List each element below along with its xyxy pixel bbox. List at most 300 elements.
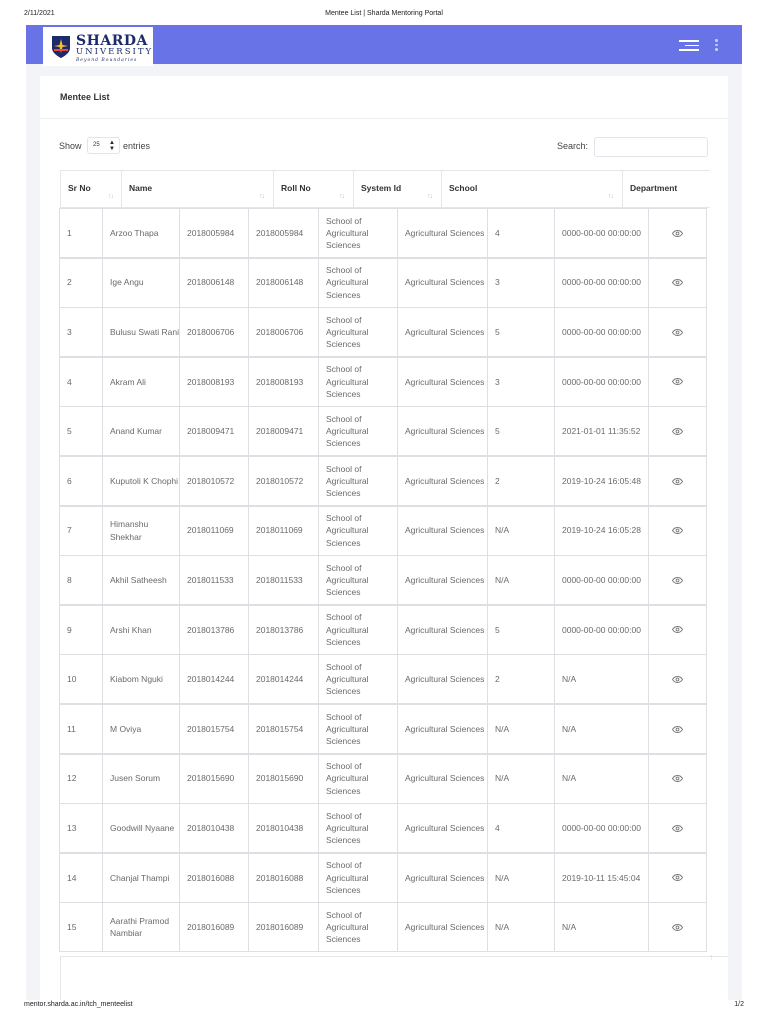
cell-last-updated-text: 2019-10-11 15:45:04 [562, 872, 641, 883]
cell-sr-no [59, 754, 103, 804]
cell-department-text: Agricultural Sciences [405, 674, 485, 685]
cell-last-updated [554, 258, 649, 308]
cell-school-text: School of Agricultural Sciences [326, 215, 369, 251]
eye-icon[interactable] [672, 825, 683, 832]
cell-roll-no [179, 704, 249, 754]
cell-name [102, 506, 180, 556]
cell-last-updated-text: 0000-00-00 00:00:00 [562, 227, 641, 238]
cell-name [102, 406, 180, 456]
cell-last-updated [554, 357, 649, 407]
cell-department [397, 357, 488, 407]
cell-last-updated [554, 208, 649, 258]
cell-department [397, 902, 488, 952]
cell-semester-text: N/A [495, 575, 510, 586]
eye-icon[interactable] [672, 279, 683, 286]
cell-name-text: Arshi Khan [110, 624, 152, 635]
brand-name: SHARDA [76, 33, 148, 49]
search-input[interactable] [594, 137, 708, 157]
cell-roll-no [179, 456, 249, 506]
cell-school [318, 258, 398, 308]
cell-roll-no [179, 208, 249, 258]
cell-roll-no-text: 2018015754 [187, 723, 235, 734]
cell-system-id-text: 2018015690 [256, 773, 304, 784]
cell-view[interactable] [648, 456, 707, 506]
cell-sr-no-text: 7 [67, 525, 72, 536]
cell-department-text: Agricultural Sciences [405, 277, 485, 288]
cell-sr-no-text: 12 [67, 773, 77, 784]
eye-icon[interactable] [672, 775, 683, 782]
print-footer [0, 1001, 768, 1013]
brand-sub: UNIVERSITY [76, 47, 154, 57]
cell-name [102, 704, 180, 754]
cell-semester [487, 555, 555, 605]
cell-sr-no-text: 10 [67, 674, 77, 685]
column-label: School [449, 183, 478, 193]
cell-last-updated [554, 853, 649, 903]
cell-view[interactable] [648, 555, 707, 605]
cell-semester-text: N/A [495, 525, 510, 536]
cell-view[interactable] [648, 803, 707, 853]
page-size-select[interactable] [87, 137, 120, 154]
cell-system-id [248, 357, 319, 407]
cell-view[interactable] [648, 605, 707, 655]
cell-semester-text: 2 [495, 674, 500, 685]
cell-semester-text: 5 [495, 327, 500, 338]
cell-school [318, 853, 398, 903]
cell-school-text: School of Agricultural Sciences [326, 364, 369, 399]
cell-school [318, 704, 398, 754]
cell-sr-no [59, 456, 103, 506]
cell-last-updated [554, 803, 649, 853]
sort-icon: ↑↓ [259, 193, 264, 200]
cell-last-updated [554, 605, 649, 655]
cell-department [397, 853, 488, 903]
column-header-roll-no[interactable] [274, 171, 354, 208]
cell-sr-no-text: 3 [67, 327, 72, 338]
page-size-value: 25 [93, 142, 100, 148]
cell-last-updated-text: N/A [562, 773, 577, 784]
cell-semester [487, 803, 555, 853]
cell-view[interactable] [648, 654, 707, 704]
cell-name-text: Kuputoli K Chophi [110, 475, 179, 486]
cell-name [102, 307, 180, 357]
table-row [60, 406, 708, 456]
eye-icon[interactable] [672, 577, 683, 584]
table-row [60, 307, 708, 357]
more-options-icon[interactable] [715, 39, 719, 53]
column-header-system-id[interactable] [354, 171, 442, 208]
cell-department-text: Agricultural Sciences [405, 327, 485, 338]
cell-school [318, 803, 398, 853]
cell-system-id [248, 208, 319, 258]
eye-icon[interactable] [672, 230, 683, 237]
cell-department [397, 605, 488, 655]
cell-name-text: Himanshu Shekhar [110, 519, 149, 542]
cell-sr-no [59, 803, 103, 853]
cell-last-updated [554, 704, 649, 754]
cell-sr-no-text: 13 [67, 823, 77, 834]
cell-last-updated-text: 0000-00-00 00:00:00 [562, 327, 641, 338]
cell-name [102, 853, 180, 903]
cell-view[interactable] [648, 208, 707, 258]
print-header [0, 10, 768, 22]
eye-icon[interactable] [672, 428, 683, 435]
eye-icon[interactable] [672, 874, 683, 881]
cell-school [318, 605, 398, 655]
cell-view[interactable] [648, 704, 707, 754]
cell-sr-no-text: 11 [67, 723, 76, 734]
cell-semester [487, 704, 555, 754]
cell-name [102, 754, 180, 804]
cell-last-updated [554, 506, 649, 556]
cell-department-text: Agricultural Sciences [405, 823, 485, 834]
cell-roll-no [179, 307, 249, 357]
cell-last-updated-text: 0000-00-00 00:00:00 [562, 823, 641, 834]
cell-name [102, 357, 180, 407]
cell-sr-no-text: 8 [67, 575, 72, 586]
cell-sr-no-text: 9 [67, 624, 72, 635]
cell-roll-no-text: 2018009471 [187, 426, 235, 437]
cell-school [318, 208, 398, 258]
cell-last-updated [554, 456, 649, 506]
cell-department-text: Agricultural Sciences [405, 624, 485, 635]
cell-system-id-text: 2018011533 [256, 575, 303, 586]
cell-semester-text: N/A [495, 922, 510, 933]
cell-semester-text: 3 [495, 376, 500, 387]
cell-school-text: School of Agricultural Sciences [326, 810, 369, 846]
cell-view[interactable] [648, 307, 707, 357]
cell-system-id-text: 2018010572 [256, 475, 304, 486]
cell-last-updated-text: N/A [562, 723, 577, 734]
table-row [60, 258, 708, 308]
cell-last-updated [554, 406, 649, 456]
eye-icon[interactable] [672, 329, 683, 336]
cell-roll-no [179, 754, 249, 804]
cell-semester-text: 5 [495, 426, 500, 437]
cell-system-id [248, 456, 319, 506]
cell-school-text: School of Agricultural Sciences [326, 265, 369, 300]
column-label: Roll No [281, 183, 311, 193]
table-header [60, 170, 710, 208]
cell-department [397, 704, 488, 754]
scroll-to-top-icon[interactable]: ↑ [709, 952, 714, 962]
cell-semester-text: N/A [495, 723, 510, 734]
cell-roll-no-text: 2018011069 [187, 525, 234, 536]
mentee-list-card [40, 76, 728, 1000]
cell-school-text: School of Agricultural Sciences [326, 711, 369, 747]
cell-sr-no [59, 406, 103, 456]
cell-name-text: M Oviya [110, 723, 142, 734]
cell-name-text: Akhil Satheesh [110, 575, 167, 586]
column-header-name[interactable] [122, 171, 274, 208]
top-navbar [26, 25, 742, 64]
cell-last-updated [554, 754, 649, 804]
cell-sr-no [59, 307, 103, 357]
cell-roll-no-text: 2018013786 [187, 624, 235, 635]
cell-department-text: Agricultural Sciences [405, 525, 485, 536]
cell-view[interactable] [648, 357, 707, 407]
cell-semester [487, 506, 555, 556]
cell-last-updated-text: 0000-00-00 00:00:00 [562, 277, 641, 288]
cell-system-id [248, 307, 319, 357]
cell-sr-no-text: 1 [67, 227, 72, 238]
cell-semester [487, 357, 555, 407]
cell-sr-no [59, 853, 103, 903]
cell-semester [487, 605, 555, 655]
cell-last-updated-text: N/A [562, 674, 577, 685]
cell-semester [487, 406, 555, 456]
eye-icon[interactable] [672, 378, 683, 385]
cell-system-id [248, 406, 319, 456]
eye-icon[interactable] [672, 527, 683, 534]
print-date: 2/11/2021 [24, 10, 55, 17]
cell-system-id-text: 2018006706 [256, 327, 304, 338]
cell-last-updated [554, 902, 649, 952]
cell-school-text: School of Agricultural Sciences [326, 314, 369, 350]
sort-icon: ↑↓ [108, 193, 113, 200]
cell-sr-no-text: 6 [67, 475, 72, 486]
sort-icon: ↑↓ [608, 193, 613, 200]
cell-semester-text: 2 [495, 475, 500, 486]
cell-department-text: Agricultural Sciences [405, 723, 485, 734]
cell-department-text: Agricultural Sciences [405, 227, 485, 238]
cell-roll-no-text: 2018016089 [187, 922, 235, 933]
show-label: Show [59, 141, 82, 151]
eye-icon[interactable] [672, 726, 683, 733]
cell-system-id-text: 2018011069 [256, 525, 303, 536]
table-row [60, 605, 708, 655]
eye-icon[interactable] [672, 626, 683, 633]
cell-sr-no-text: 2 [67, 277, 72, 288]
cell-sr-no-text: 5 [67, 426, 72, 437]
search-label: Search: [557, 141, 589, 151]
cell-view[interactable] [648, 754, 707, 804]
cell-semester [487, 258, 555, 308]
cell-semester [487, 654, 555, 704]
table-row [60, 704, 708, 754]
table-row [60, 357, 708, 407]
cell-roll-no [179, 406, 249, 456]
cell-semester-text: N/A [495, 872, 510, 883]
cell-last-updated-text: 0000-00-00 00:00:00 [562, 575, 641, 586]
cell-last-updated-text: 0000-00-00 00:00:00 [562, 624, 641, 635]
cell-name [102, 258, 180, 308]
cell-school-text: School of Agricultural Sciences [326, 860, 369, 895]
cell-department [397, 506, 488, 556]
cell-system-id [248, 654, 319, 704]
cell-name-text: Jusen Sorum [110, 773, 161, 784]
sort-icon: ↑↓ [339, 193, 344, 200]
cell-semester-text: 4 [495, 823, 500, 834]
cell-roll-no-text: 2018008193 [187, 376, 235, 387]
cell-school [318, 754, 398, 804]
cell-roll-no [179, 605, 249, 655]
cell-system-id-text: 2018016088 [256, 872, 304, 883]
cell-name [102, 456, 180, 506]
table-row [60, 456, 708, 506]
cell-school [318, 307, 398, 357]
cell-roll-no-text: 2018006706 [187, 327, 235, 338]
column-label: Department [630, 183, 678, 193]
cell-system-id-text: 2018016089 [256, 922, 304, 933]
cell-system-id-text: 2018015754 [256, 723, 304, 734]
table-row [60, 555, 708, 605]
cell-semester [487, 754, 555, 804]
university-logo[interactable] [43, 27, 153, 66]
cell-school-text: School of Agricultural Sciences [326, 463, 369, 499]
cell-last-updated-text: 2021-01-01 11:35:52 [562, 426, 641, 437]
cell-sr-no [59, 654, 103, 704]
cell-view[interactable] [648, 853, 707, 903]
cell-semester-text: 5 [495, 624, 500, 635]
cell-system-id-text: 2018008193 [256, 376, 304, 387]
column-header-department[interactable] [623, 171, 710, 208]
cell-roll-no-text: 2018011533 [187, 575, 234, 586]
cell-school [318, 654, 398, 704]
cell-name-text: Goodwill Nyaane [110, 823, 175, 834]
cell-school [318, 406, 398, 456]
cell-sr-no [59, 208, 103, 258]
table-row [60, 754, 708, 804]
column-header-sr-no[interactable] [61, 171, 122, 208]
cell-department [397, 406, 488, 456]
cell-sr-no-text: 14 [67, 872, 77, 883]
cell-name-text: Akram Ali [110, 376, 146, 387]
cell-department-text: Agricultural Sciences [405, 922, 485, 933]
cell-view[interactable] [648, 258, 707, 308]
cell-roll-no-text: 2018016088 [187, 872, 235, 883]
column-label: Sr No [68, 183, 91, 193]
eye-icon[interactable] [672, 924, 683, 931]
cell-roll-no-text: 2018015690 [187, 773, 235, 784]
cell-roll-no-text: 2018005984 [187, 227, 235, 238]
cell-view[interactable] [648, 902, 707, 952]
print-page-number: 1/2 [734, 1001, 744, 1008]
cell-view[interactable] [648, 506, 707, 556]
cell-sr-no-text: 4 [67, 376, 72, 387]
cell-department [397, 555, 488, 605]
crest-icon [51, 35, 71, 59]
cell-school-text: School of Agricultural Sciences [326, 513, 369, 548]
cell-sr-no [59, 506, 103, 556]
cell-semester [487, 307, 555, 357]
cell-department [397, 456, 488, 506]
cell-roll-no [179, 654, 249, 704]
cell-name-text: Kiabom Nguki [110, 674, 163, 685]
cell-department [397, 307, 488, 357]
brand-tagline: Beyond Boundaries [76, 58, 138, 63]
cell-roll-no [179, 357, 249, 407]
cell-last-updated-text: 2019-10-24 16:05:48 [562, 475, 641, 486]
cell-sr-no [59, 902, 103, 952]
cell-roll-no-text: 2018014244 [187, 674, 235, 685]
cell-school-text: School of Agricultural Sciences [326, 562, 369, 598]
cell-department [397, 803, 488, 853]
cell-name [102, 555, 180, 605]
column-header-school[interactable] [442, 171, 623, 208]
cell-system-id [248, 803, 319, 853]
eye-icon[interactable] [672, 676, 683, 683]
cell-name-text: Arzoo Thapa [110, 227, 159, 238]
print-title: Mentee List | Sharda Mentoring Portal [325, 10, 443, 17]
cell-roll-no-text: 2018010572 [187, 475, 235, 486]
cell-name-text: Ige Angu [110, 277, 144, 288]
card-title: Mentee List [60, 92, 110, 102]
cell-semester-text: N/A [495, 773, 510, 784]
cell-school [318, 506, 398, 556]
cell-sr-no [59, 258, 103, 308]
cell-school-text: School of Agricultural Sciences [326, 910, 369, 945]
cell-system-id [248, 506, 319, 556]
cell-view[interactable] [648, 406, 707, 456]
cell-department [397, 208, 488, 258]
card-divider [40, 118, 728, 119]
table-row [60, 506, 708, 556]
cell-roll-no [179, 555, 249, 605]
cell-department [397, 754, 488, 804]
cell-system-id-text: 2018005984 [256, 227, 304, 238]
cell-last-updated-text: 2019-10-24 16:05:28 [562, 525, 641, 536]
entries-label: entries [123, 141, 151, 151]
table-row [60, 208, 708, 258]
column-label: Name [129, 183, 153, 193]
cell-last-updated [554, 555, 649, 605]
cell-name-text: Chanjal Thampi [110, 872, 170, 883]
cell-semester-text: 3 [495, 277, 500, 288]
cell-name-text: Aarathi Pramod Nambiar [110, 916, 170, 939]
cell-semester [487, 902, 555, 952]
cell-department-text: Agricultural Sciences [405, 872, 485, 883]
cell-semester [487, 456, 555, 506]
cell-school [318, 555, 398, 605]
cell-name [102, 803, 180, 853]
print-url: mentor.sharda.ac.in/tch_menteelist [24, 1001, 133, 1008]
cell-school [318, 357, 398, 407]
cell-system-id-text: 2018009471 [256, 426, 304, 437]
eye-icon[interactable] [672, 478, 683, 485]
cell-roll-no [179, 803, 249, 853]
cell-school-text: School of Agricultural Sciences [326, 414, 369, 449]
cell-department [397, 258, 488, 308]
cell-roll-no [179, 853, 249, 903]
table-row [60, 853, 708, 903]
cell-sr-no [59, 555, 103, 605]
sort-icon: ↑↓ [427, 193, 432, 200]
cell-department [397, 654, 488, 704]
cell-roll-no-text: 2018010438 [187, 823, 235, 834]
cell-school-text: School of Agricultural Sciences [326, 662, 369, 697]
cell-sr-no [59, 357, 103, 407]
hamburger-menu-icon[interactable] [679, 40, 699, 52]
cell-department-text: Agricultural Sciences [405, 575, 485, 586]
cell-department-text: Agricultural Sciences [405, 475, 485, 486]
cell-roll-no [179, 902, 249, 952]
cell-name [102, 605, 180, 655]
table-row [60, 803, 708, 853]
cell-semester [487, 208, 555, 258]
cell-name [102, 902, 180, 952]
table-row [60, 654, 708, 704]
cell-school [318, 456, 398, 506]
cell-last-updated [554, 654, 649, 704]
cell-roll-no [179, 506, 249, 556]
column-label: System Id [361, 183, 402, 193]
table-footer-area [60, 956, 728, 1000]
cell-school [318, 902, 398, 952]
cell-sr-no [59, 704, 103, 754]
cell-department-text: Agricultural Sciences [405, 773, 485, 784]
cell-sr-no [59, 605, 103, 655]
